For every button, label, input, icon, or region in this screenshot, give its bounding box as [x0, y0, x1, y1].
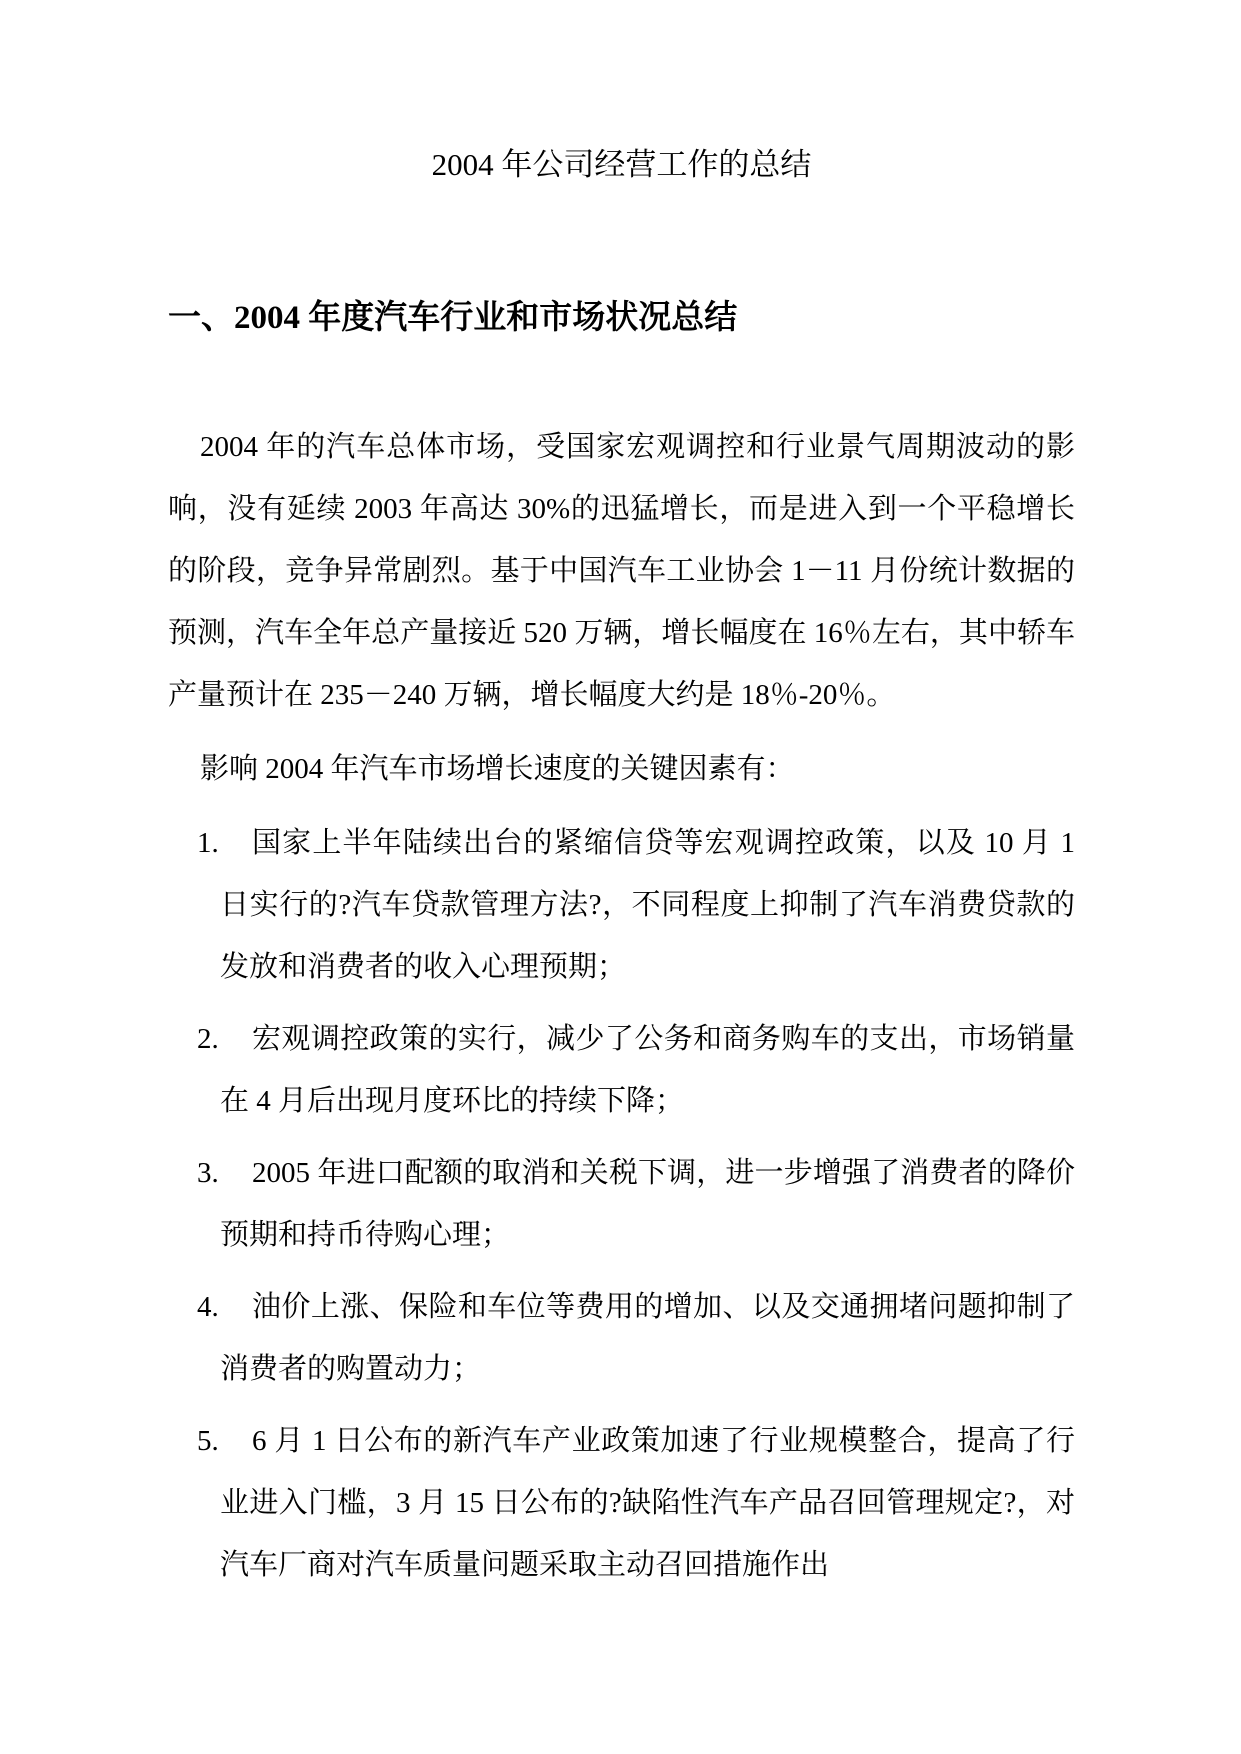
list-item-text: 宏观调控政策的实行，减少了公务和商务购车的支出，市场销量在 4 月后出现月度环比的持续下降； — [220, 1023, 1075, 1117]
list-item — [168, 812, 1075, 998]
paragraph: 2004 年的汽车总体市场，受国家宏观调控和行业景气周期波动的影响，没有延续 2003 年高达 30%的迅猛增长，而是进入到一个平稳增长的阶段，竞争异常剧烈。基于中国汽车工业协会 1－11 月份统计数据的预测，汽车全年总产量接近 520 万辆，增长幅度在 16％左右，其中轿车产量预计在 235－240 万辆，增长幅度大约是 18％-20％。 — [168, 431, 1075, 711]
list-item-text: 油价上涨、保险和车位等费用的增加、以及交通拥堵问题抑制了消费者的购置动力； — [220, 1291, 1075, 1385]
list-item — [168, 1008, 1075, 1132]
list-item — [168, 1410, 1075, 1596]
list-item-text: 6 月 1 日公布的新汽车产业政策加速了行业规模整合，提高了行业进入门槛，3 月 15 日公布的?缺陷性汽车产品召回管理规定?，对汽车厂商对汽车质量问题采取主动召回措施作出 — [220, 1425, 1075, 1581]
list-item — [168, 1142, 1075, 1266]
paragraph: 影响 2004 年汽车市场增长速度的关键因素有： — [200, 753, 795, 785]
list-item-number: 5. — [197, 1425, 219, 1457]
list-item-number: 1. — [197, 827, 219, 859]
section-heading: 一、2004 年度汽车行业和市场状况总结 — [168, 300, 738, 336]
list-item-number: 3. — [197, 1157, 219, 1189]
document-body — [168, 416, 1075, 1596]
list-item-number: 2. — [197, 1023, 219, 1055]
list-item-text: 国家上半年陆续出台的紧缩信贷等宏观调控政策，以及 10 月 1 日实行的?汽车贷款管理方法?，不同程度上抑制了汽车消费贷款的发放和消费者的收入心理预期； — [220, 827, 1075, 983]
list-item-text: 2005 年进口配额的取消和关税下调，进一步增强了消费者的降价预期和持币待购心理； — [220, 1157, 1075, 1251]
document-title: 2004 年公司经营工作的总结 — [431, 147, 812, 182]
list-item-number: 4. — [197, 1291, 219, 1323]
list-item — [168, 1276, 1075, 1400]
